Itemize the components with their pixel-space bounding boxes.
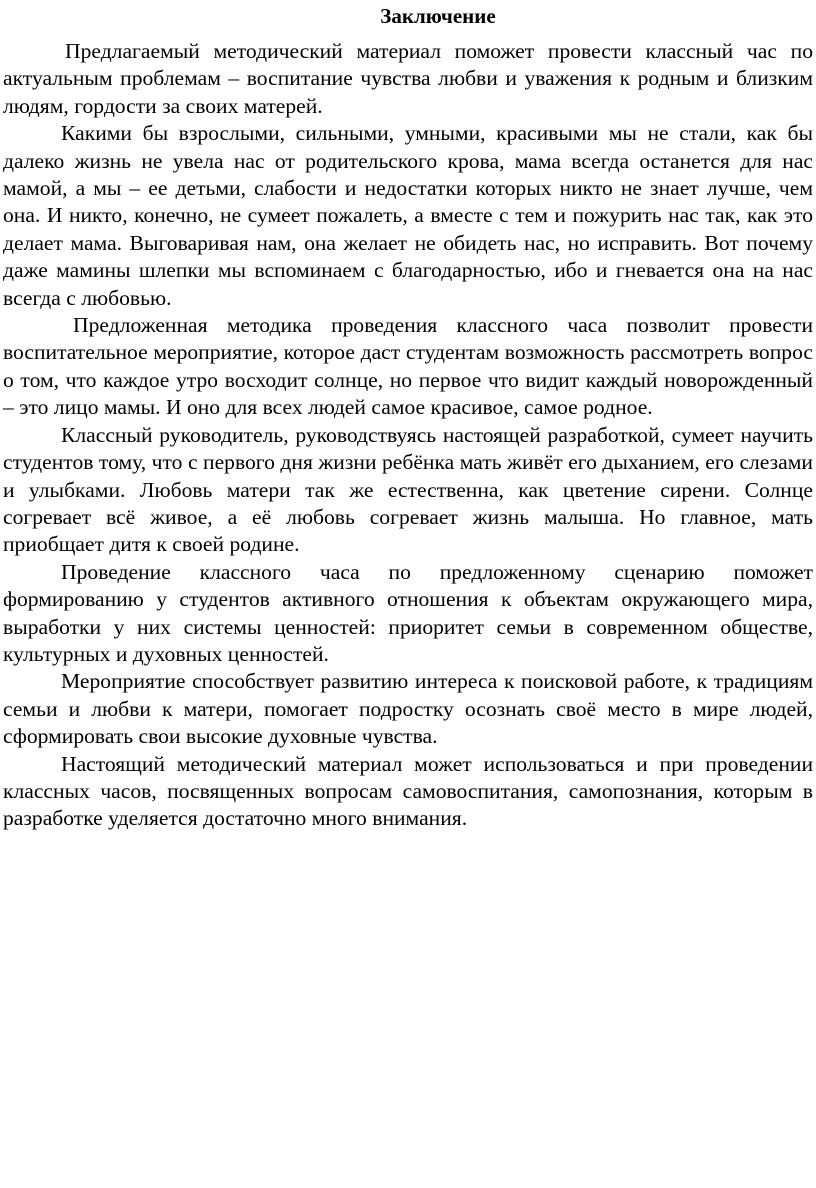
paragraph: Настоящий методический материал может использоваться и при проведении классных часов, посвященных вопросам самовоспитания, самопознания, которым в разработке уделяется достаточно много внимания.: [3, 751, 813, 831]
paragraph: Классный руководитель, руководствуясь настоящей разработкой, сумеет научить студентов тому, что с первого дня жизни ребёнка мать живёт его дыханием, его слезами и улыбками. Любовь матери так же естественна, как цветение сирени. Солнце согревает всё живое, а её любовь согревает жизнь малыша. Но главное, мать приобщает дитя к своей родине.: [3, 422, 813, 557]
paragraph: Какими бы взрослыми, сильными, умными, красивыми мы не стали, как бы далеко жизнь не увела нас от родительского крова, мама всегда останется для нас мамой, а мы – ее детьми, слабости и недостатки которых никто не знает лучше, чем она. И никто, конечно, не сумеет пожалеть, а вместе с тем и пожурить нас так, как это делает мама. Выговаривая нам, она желает не обидеть нас, но исправить. Вот почему даже мамины шлепки мы вспоминаем с благодарностью, ибо и гневается она на нас всегда с любовью.: [3, 121, 813, 310]
paragraph: Предлагаемый методический материал поможет провести классный час по актуальным проблемам – воспитание чувства любви и уважения к родным и близким людям, гордости за своих матерей.: [3, 39, 813, 118]
page-title: Заключение: [380, 4, 496, 28]
document-body: [3, 38, 813, 833]
paragraph: Предложенная методика проведения классного часа позволит провести воспитательное мероприятие, которое даст студентам возможность рассмотреть вопрос о том, что каждое утро восходит солнце, но первое что видит каждый новорожденный – это лицо мамы. И оно для всех людей самое красивое, самое родное.: [3, 313, 813, 420]
paragraph: Проведение классного часа по предложенному сценарию поможет формированию у студентов активного отношения к объектам окружающего мира, выработки у них системы ценностей: приоритет семьи в современном обществе, культурных и духовных ценностей.: [3, 559, 813, 666]
paragraph: Мероприятие способствует развитию интереса к поисковой работе, к традициям семьи и любви к матери, помогает подростку осознать своё место в мире людей, сформировать свои высокие духовные чувства.: [3, 669, 813, 749]
